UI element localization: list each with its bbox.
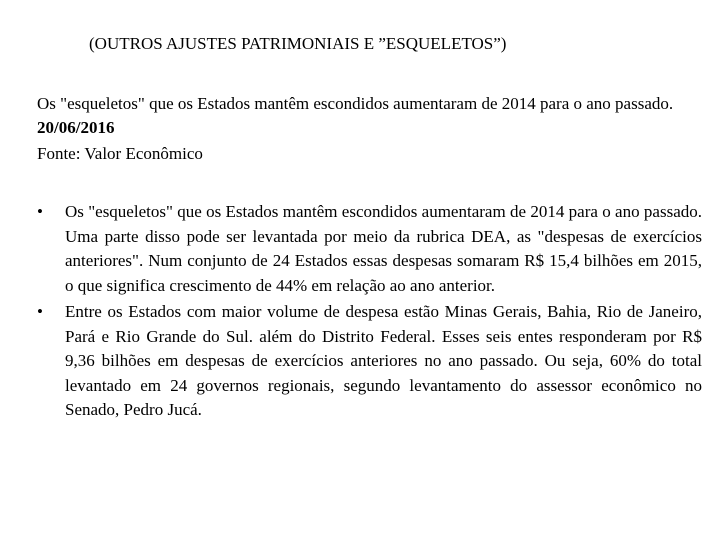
bullet-icon: •	[37, 302, 43, 321]
intro-date: 20/06/2016	[37, 118, 115, 137]
intro-paragraph	[37, 92, 697, 140]
bullet-icon: •	[37, 202, 43, 221]
bullet-item	[37, 200, 702, 298]
page-title: (OUTROS AJUSTES PATRIMONIAIS E ”ESQUELETOS”)	[89, 34, 507, 53]
bullet-text: Entre os Estados com maior volume de despesa estão Minas Gerais, Bahia, Rio de Janeiro, Pará e Rio Grande do Sul. além do Distrito Federal. Esses seis entes responderam por R$ 9,36 bilhões em despesas de exercícios anteriores no ano passado. Ou seja, 60% do total levantado em 24 governos regionais, segundo levantamento do assessor econômico no Senado, Pedro Jucá.	[65, 302, 702, 419]
intro-text: Os "esqueletos" que os Estados mantêm escondidos aumentaram de 2014 para o ano passado.	[37, 94, 674, 113]
bullet-text: Os "esqueletos" que os Estados mantêm escondidos aumentaram de 2014 para o ano passado. Uma parte disso pode ser levantada por meio da rubrica DEA, as "despesas de exercícios anteriores". Num conjunto de 24 Estados essas despesas somaram R$ 15,4 bilhões em 2015, o que significa crescimento de 44% em relação ao ano anterior.	[65, 202, 702, 295]
bullet-item	[37, 300, 702, 423]
bullet-list	[37, 200, 702, 425]
source-line: Fonte: Valor Econômico	[37, 144, 203, 163]
